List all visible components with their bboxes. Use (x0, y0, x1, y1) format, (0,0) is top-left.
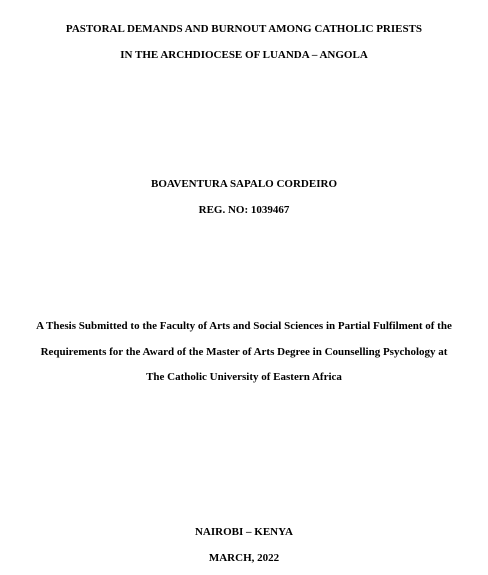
submission-statement-line-1: A Thesis Submitted to the Faculty of Arts and Social Sciences in Partial Fulfilment of the (36, 320, 452, 332)
author-name: BOAVENTURA SAPALO CORDEIRO (150, 178, 337, 190)
thesis-title-line-1: PASTORAL DEMANDS AND BURNOUT AMONG CATHOLIC PRIESTS (65, 23, 423, 35)
submission-statement-line-2: Requirements for the Award of the Master of Arts Degree in Counselling Psychology at (40, 346, 448, 358)
submission-statement-line-3: The Catholic University of Eastern Africa (146, 371, 342, 383)
submission-date: MARCH, 2022 (208, 552, 280, 564)
registration-number: REG. NO: 1039467 (198, 204, 290, 216)
place-of-submission: NAIROBI – KENYA (194, 526, 293, 538)
thesis-title-line-2: IN THE ARCHDIOCESE OF LUANDA – ANGOLA (120, 49, 368, 61)
